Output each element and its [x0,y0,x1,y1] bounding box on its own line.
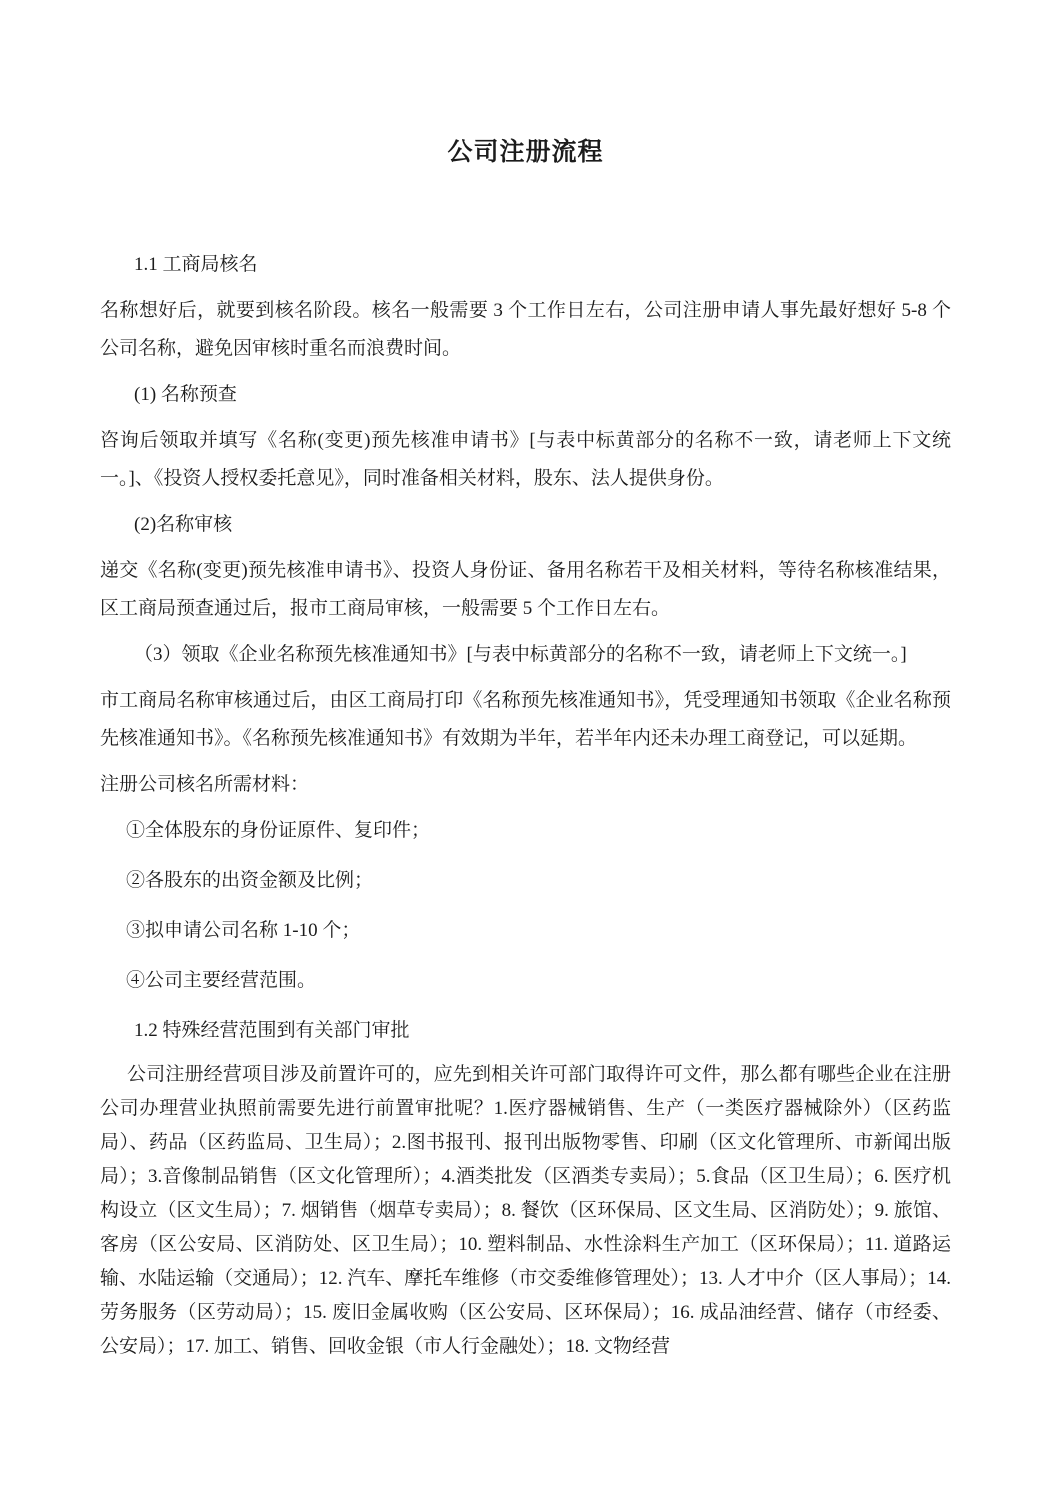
step-1-heading: (1) 名称预查 [134,384,237,405]
step-1-paragraph: 咨询后领取并填写《名称(变更)预先核准申请书》[与表中标黄部分的名称不一致，请老师上下文统一。]、《投资人授权委托意见》，同时准备相关材料，股东、法人提供身份。 [100,430,951,489]
step-3-paragraph: 市工商局名称审核通过后，由区工商局打印《名称预先核准通知书》，凭受理通知书领取《企业名称预先核准通知书》。《名称预先核准通知书》有效期为半年，若半年内还未办理工商登记，可以延期。 [100,690,951,749]
material-item-1: ①全体股东的身份证原件、复印件； [126,820,431,841]
step-2-heading: (2)名称审核 [134,514,233,535]
materials-label: 注册公司核名所需材料： [100,774,310,795]
section-1-heading: 1.1 工商局核名 [134,254,258,275]
step-3-heading: （3）领取《企业名称预先核准通知书》[与表中标黄部分的名称不一致，请老师上下文统一。] [134,644,907,665]
section-2-heading: 1.2 特殊经营范围到有关部门审批 [134,1020,410,1041]
material-item-4: ④公司主要经营范围。 [126,970,317,991]
section-2-paragraph: 公司注册经营项目涉及前置许可的，应先到相关许可部门取得许可文件，那么都有哪些企业在注册公司办理营业执照前需要先进行前置审批呢？1.医疗器械销售、生产（一类医疗器械除外）（区药监局）、药品（区药监局、卫生局）；2.图书报刊、报刊出版物零售、印刷（区文化管理所、市新闻出版局）；3.音像制品销售（区文化管理所）；4.酒类批发（区酒类专卖局）；5.食品（区卫生局）；6. 医疗机构设立（区文生局）；7. 烟销售（烟草专卖局）；8. 餐饮（区环保局、区文生局、区消防处）；9. 旅馆、客房（区公安局、区消防处、区卫生局）；10. 塑料制品、水性涂料生产加工（区环保局）；11. 道路运输、水陆运输（交通局）；12. 汽车、摩托车维修（市交委维修管理处）；13. 人才中介（区人事局）；14. 劳务服务（区劳动局）；15. 废旧金属收购（区公安局、区环保局）；16. 成品油经营、储存（市经委、公安局）；17. 加工、销售、回收金银（市人行金融处）；18. 文物经营 [100,1064,951,1357]
material-item-3: ③拟申请公司名称 1-10 个； [126,920,361,941]
section-1-intro-paragraph: 名称想好后，就要到核名阶段。核名一般需要 3 个工作日左右，公司注册申请人事先最好想好 5-8 个公司名称，避免因审核时重名而浪费时间。 [100,300,951,359]
step-2-paragraph: 递交《名称(变更)预先核准申请书》、投资人身份证、备用名称若干及相关材料，等待名称核准结果，区工商局预查通过后，报市工商局审核，一般需要 5 个工作日左右。 [100,560,951,619]
material-item-2: ②各股东的出资金额及比例； [126,870,374,891]
document-title: 公司注册流程 [447,139,604,166]
